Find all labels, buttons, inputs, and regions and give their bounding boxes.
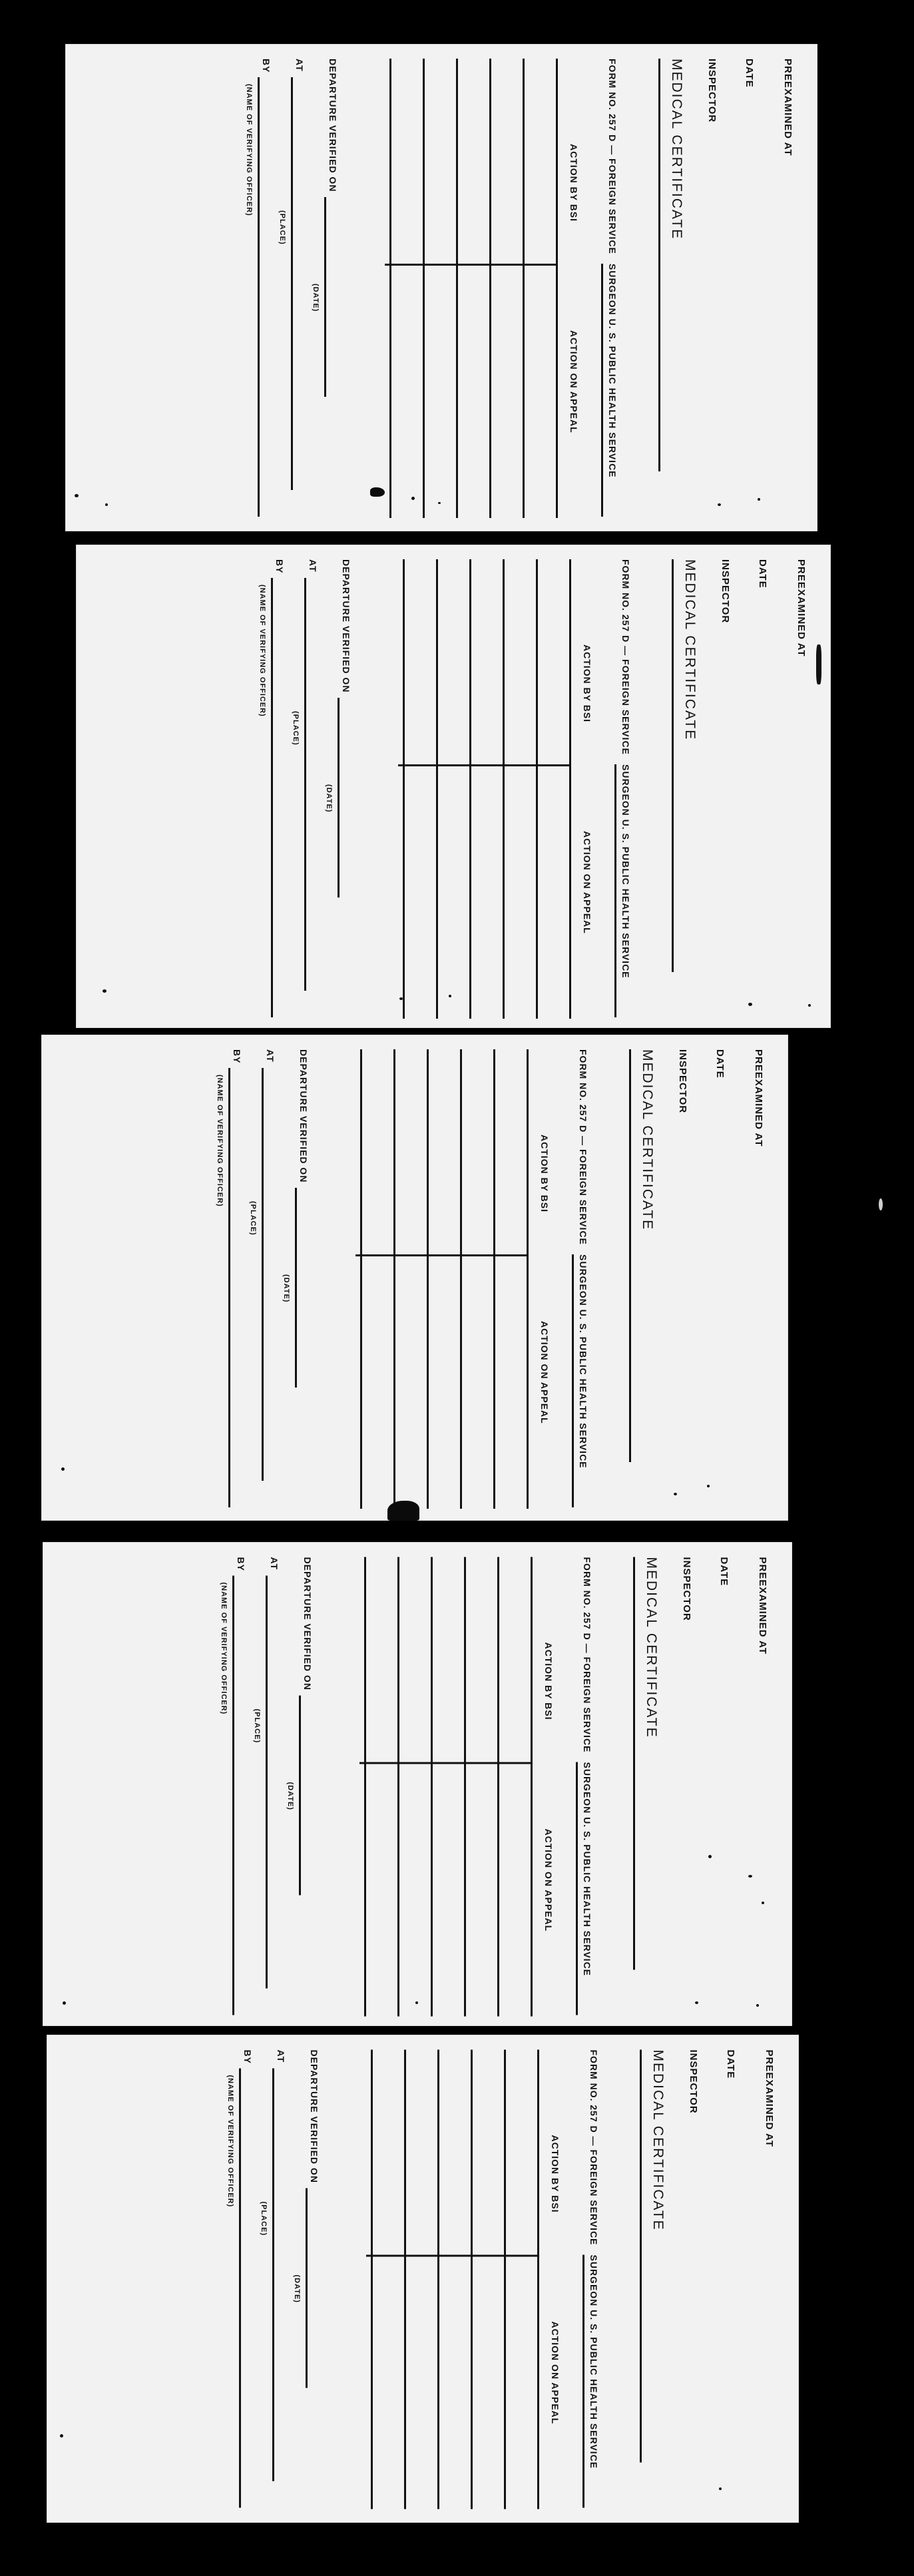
action-on-appeal: ACTION ON APPEAL	[539, 1321, 550, 1424]
departure-date-rule	[299, 1695, 301, 1895]
place-rule	[266, 1575, 268, 1988]
action-line	[464, 1557, 466, 2016]
action-line	[364, 1557, 366, 2016]
action-rule	[531, 1557, 533, 2016]
label-date: DATE	[714, 1049, 726, 1079]
departure-date-rule	[306, 2188, 308, 2388]
officer-rule	[258, 77, 260, 517]
ink-speck	[438, 502, 441, 504]
action-by-bsi: ACTION BY BSI	[582, 644, 592, 722]
departure-verified-on: DEPARTURE VERIFIED ON	[302, 1557, 313, 1690]
by-label: BY	[261, 59, 272, 73]
action-line	[403, 559, 405, 1019]
officer-caption: (NAME OF VERIFYING OFFICER)	[216, 1075, 224, 1207]
by-label: BY	[274, 559, 285, 574]
certificate-card-1	[65, 44, 817, 531]
certificate-card-3	[41, 1035, 788, 1521]
certificate-sheet	[76, 545, 831, 1028]
action-line	[423, 59, 425, 518]
officer-caption: (NAME OF VERIFYING OFFICER)	[220, 1582, 228, 1714]
ink-speck	[449, 995, 451, 997]
action-line	[497, 1557, 499, 2016]
ink-speck	[808, 1004, 811, 1007]
title-rule	[658, 59, 660, 471]
officer-rule	[271, 578, 273, 1017]
action-on-appeal: ACTION ON APPEAL	[582, 831, 592, 934]
ink-speck	[718, 503, 721, 506]
action-by-bsi: ACTION BY BSI	[539, 1135, 550, 1212]
departure-date-rule	[338, 698, 340, 898]
action-line	[436, 559, 438, 1019]
by-label: BY	[236, 1557, 246, 1571]
place-rule	[272, 2068, 274, 2481]
form-number: FORM NO. 257 D — FOREIGN SERVICE	[620, 559, 631, 755]
certificate-card-5	[47, 2035, 799, 2523]
form-number: FORM NO. 257 D — FOREIGN SERVICE	[607, 59, 618, 254]
date-caption: (DATE)	[293, 2274, 301, 2303]
officer-caption: (NAME OF VERIFYING OFFICER)	[245, 84, 253, 216]
certificate-sheet	[65, 44, 817, 531]
ink-speck	[411, 497, 415, 500]
surgeon-rule	[576, 1762, 578, 2015]
ink-speck	[399, 997, 403, 1000]
action-divider	[366, 2254, 539, 2256]
certificate-card-2	[76, 545, 831, 1028]
ink-speck	[756, 2004, 759, 2007]
departure-verified-on: DEPARTURE VERIFIED ON	[341, 559, 351, 693]
surgeon-caption: SURGEON U. S. PUBLIC HEALTH SERVICE	[582, 1762, 592, 1976]
certificate-title: MEDICAL CERTIFICATE	[640, 1049, 655, 1231]
place-rule	[262, 1068, 264, 1481]
form-number: FORM NO. 257 D — FOREIGN SERVICE	[588, 2049, 599, 2245]
certificate-card-4	[43, 1542, 792, 2026]
action-rule	[537, 2049, 539, 2509]
place-rule	[291, 77, 293, 490]
action-divider	[355, 1254, 529, 1256]
departure-verified-on: DEPARTURE VERIFIED ON	[328, 59, 338, 192]
action-line	[371, 2049, 373, 2509]
at-label: AT	[265, 1049, 276, 1063]
ink-speck	[415, 2001, 418, 2004]
action-line	[489, 59, 491, 518]
certificate-title: MEDICAL CERTIFICATE	[669, 59, 684, 240]
date-caption: (DATE)	[312, 284, 320, 312]
label-preexamined-at: PREEXAMINED AT	[753, 1049, 764, 1147]
ink-speck	[708, 1855, 712, 1858]
at-label: AT	[276, 2049, 286, 2063]
place-caption: (PLACE)	[292, 711, 300, 746]
certificate-sheet	[41, 1035, 788, 1521]
action-line	[437, 2049, 439, 2509]
ink-speck	[103, 989, 107, 993]
label-inspector: INSPECTOR	[688, 2049, 699, 2114]
ink-speck	[707, 1485, 710, 1487]
action-by-bsi: ACTION BY BSI	[569, 144, 579, 222]
officer-caption: (NAME OF VERIFYING OFFICER)	[258, 585, 266, 717]
label-inspector: INSPECTOR	[720, 559, 731, 624]
at-label: AT	[308, 559, 318, 573]
ink-speck	[879, 1198, 883, 1210]
officer-rule	[239, 2068, 241, 2507]
surgeon-caption: SURGEON U. S. PUBLIC HEALTH SERVICE	[578, 1254, 588, 1469]
ink-blot	[387, 1501, 419, 1521]
ink-speck	[762, 1902, 764, 1904]
action-divider	[385, 264, 558, 266]
action-line	[393, 1049, 395, 1509]
ink-speck	[758, 498, 760, 501]
label-preexamined-at: PREEXAMINED AT	[757, 1557, 768, 1655]
surgeon-rule	[601, 264, 603, 517]
title-rule	[629, 1049, 631, 1462]
title-rule	[640, 2049, 642, 2462]
action-rule	[527, 1049, 529, 1509]
place-caption: (PLACE)	[278, 210, 286, 245]
label-date: DATE	[757, 559, 768, 589]
label-date: DATE	[744, 59, 755, 88]
certificate-title: MEDICAL CERTIFICATE	[682, 559, 698, 741]
action-line	[360, 1049, 362, 1509]
officer-caption: (NAME OF VERIFYING OFFICER)	[226, 2075, 234, 2207]
ink-speck	[816, 644, 821, 684]
action-line	[456, 59, 458, 518]
at-label: AT	[269, 1557, 280, 1570]
departure-date-rule	[324, 197, 326, 397]
ink-blot	[370, 487, 385, 497]
action-line	[523, 59, 525, 518]
action-rule	[556, 59, 558, 518]
action-line	[504, 2049, 506, 2509]
label-preexamined-at: PREEXAMINED AT	[782, 59, 794, 156]
action-line	[493, 1049, 495, 1509]
label-date: DATE	[718, 1557, 730, 1586]
departure-verified-on: DEPARTURE VERIFIED ON	[298, 1049, 309, 1183]
label-inspector: INSPECTOR	[706, 59, 718, 123]
by-label: BY	[232, 1049, 242, 1064]
departure-verified-on: DEPARTURE VERIFIED ON	[309, 2049, 320, 2183]
action-by-bsi: ACTION BY BSI	[550, 2135, 561, 2212]
ink-speck	[719, 2487, 722, 2490]
label-preexamined-at: PREEXAMINED AT	[764, 2049, 775, 2147]
action-line	[431, 1557, 433, 2016]
action-divider	[398, 764, 571, 766]
action-by-bsi: ACTION BY BSI	[543, 1642, 554, 1720]
action-divider	[359, 1762, 533, 1764]
action-line	[389, 59, 391, 518]
ink-speck	[105, 503, 108, 506]
ink-speck	[63, 2001, 66, 2005]
surgeon-rule	[572, 1254, 574, 1507]
date-caption: (DATE)	[282, 1274, 290, 1303]
action-on-appeal: ACTION ON APPEAL	[550, 2321, 561, 2424]
place-rule	[304, 578, 306, 991]
place-caption: (PLACE)	[253, 1708, 261, 1743]
date-caption: (DATE)	[325, 784, 333, 813]
surgeon-rule	[582, 2254, 584, 2507]
ink-speck	[61, 1467, 65, 1471]
place-caption: (PLACE)	[249, 1201, 257, 1236]
action-line	[503, 559, 505, 1019]
at-label: AT	[294, 59, 305, 72]
label-inspector: INSPECTOR	[681, 1557, 692, 1621]
action-rule	[569, 559, 571, 1019]
ink-speck	[60, 2434, 63, 2438]
action-on-appeal: ACTION ON APPEAL	[569, 330, 579, 433]
date-caption: (DATE)	[286, 1782, 294, 1810]
ink-speck	[748, 1003, 752, 1006]
action-line	[471, 2049, 473, 2509]
certificate-sheet	[47, 2035, 799, 2523]
officer-rule	[228, 1068, 230, 1507]
action-line	[469, 559, 471, 1019]
form-number: FORM NO. 257 D — FOREIGN SERVICE	[582, 1557, 592, 1752]
surgeon-caption: SURGEON U. S. PUBLIC HEALTH SERVICE	[588, 2254, 599, 2469]
title-rule	[633, 1557, 635, 1969]
label-preexamined-at: PREEXAMINED AT	[796, 559, 807, 657]
action-line	[460, 1049, 462, 1509]
action-line	[536, 559, 538, 1019]
surgeon-caption: SURGEON U. S. PUBLIC HEALTH SERVICE	[607, 264, 618, 478]
departure-date-rule	[295, 1188, 297, 1388]
surgeon-caption: SURGEON U. S. PUBLIC HEALTH SERVICE	[620, 764, 631, 979]
by-label: BY	[242, 2049, 253, 2064]
surgeon-rule	[614, 764, 616, 1017]
certificate-title: MEDICAL CERTIFICATE	[644, 1557, 659, 1738]
label-date: DATE	[725, 2049, 736, 2079]
action-on-appeal: ACTION ON APPEAL	[543, 1828, 554, 1932]
ink-speck	[674, 1493, 677, 1495]
officer-rule	[232, 1575, 234, 2015]
action-line	[404, 2049, 406, 2509]
label-inspector: INSPECTOR	[677, 1049, 688, 1114]
action-line	[397, 1557, 399, 2016]
ink-speck	[695, 2001, 698, 2004]
title-rule	[672, 559, 674, 972]
ink-speck	[75, 494, 79, 497]
certificate-title: MEDICAL CERTIFICATE	[650, 2049, 666, 2231]
form-number: FORM NO. 257 D — FOREIGN SERVICE	[578, 1049, 588, 1245]
ink-speck	[748, 1875, 752, 1878]
certificate-sheet	[43, 1542, 792, 2026]
action-line	[427, 1049, 429, 1509]
place-caption: (PLACE)	[260, 2201, 268, 2236]
